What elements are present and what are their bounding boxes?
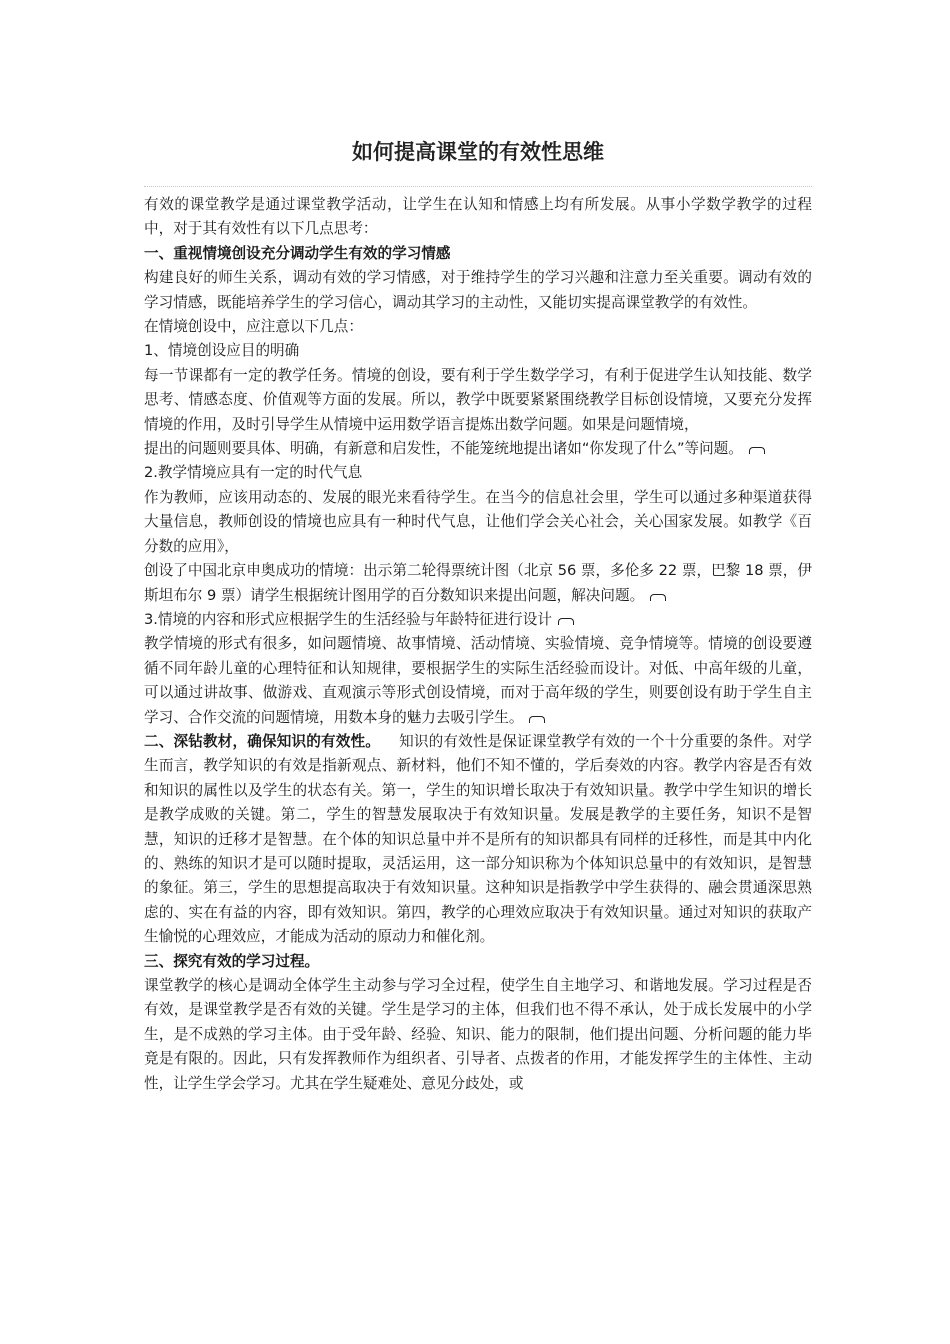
document-page <box>144 0 812 1096</box>
document-title: 如何提高课堂的有效性思维 <box>352 140 604 164</box>
section-heading-2: 二、深钻教材，确保知识的有效性。 <box>144 732 380 750</box>
subsection-heading-3 <box>144 608 812 632</box>
section-2-paragraph <box>144 730 812 950</box>
paragraph-text: 教学情境的形式有很多，如问题情境、故事情境、活动情境、实验情境、竞争情境等。情境的创设要遵循不同年龄儿童的心理特征和认知规律，要根据学生的实际生活经验而设计。对低、中高年级的儿童，可以通过讲故事、做游戏、直观演示等形式创设情境，而对于高年级的学生，则要创设有助于学生自主学习、合作交流的问题情境，用数本身的魅力去吸引学生。 <box>144 635 812 726</box>
subsection-heading-2: 2.教学情境应具有一定的时代气息 <box>144 464 363 482</box>
body-paragraph-with-mark <box>144 559 812 608</box>
paragraph-mark-icon <box>749 447 765 454</box>
title-divider <box>144 186 812 187</box>
heading-text: 3.情境的内容和形式应根据学生的生活经验与年龄特征进行设计 <box>144 610 552 628</box>
body-paragraph-with-mark <box>144 632 812 730</box>
body-paragraph: 每一节课都有一定的教学任务。情境的创设，要有利于学生数学学习，有利于促进学生认知技能、数学思考、情感态度、价值观等方面的发展。所以，教学中既要紧紧围绕教学目标创设情境，又要充分发挥情境的作用，及时引导学生从情境中运用数学语言提炼出数学问题。如果是问题情境， <box>144 366 812 433</box>
paragraph-text: 创设了中国北京申奥成功的情境：出示第二轮得票统计图（北京 56 票，多伦多 22 票，巴黎 18 票，伊斯坦布尔 9 票）请学生根据统计图用学的百分数知识来提出问题，解决问题。 <box>144 562 812 604</box>
paragraph-mark-icon <box>650 594 666 601</box>
paragraph-text: 提出的问题则要具体、明确，有新意和启发性，不能笼统地提出诸如“你发现了什么”等问题。 <box>144 440 743 458</box>
paragraph-mark-icon <box>558 618 574 625</box>
document-body <box>144 193 812 1096</box>
body-paragraph: 课堂教学的核心是调动全体学生主动参与学习全过程，使学生自主地学习、和谐地发展。学习过程是否有效，是课堂教学是否有效的关键。学生是学习的主体，但我们也不得不承认，处于成长发展中的小学生，是不成熟的学习主体。由于受年龄、经验、知识、能力的限制，他们提出问题、分析问题的能力毕竟是有限的。因此，只有发挥教师作为组织者、引导者、点拨者的作用，才能发挥学生的主体性、主动性，让学生学会学习。尤其在学生疑难处、意见分歧处，或 <box>144 977 812 1092</box>
paragraph-mark-icon <box>529 716 545 723</box>
body-paragraph: 构建良好的师生关系，调动有效的学习情感，对于维持学生的学习兴趣和注意力至关重要。调动有效的学习情感，既能培养学生的学习信心，调动其学习的主动性，又能切实提高课堂教学的有效性。 <box>144 269 812 311</box>
section-heading-3: 三、探究有效的学习过程。 <box>144 952 320 970</box>
intro-paragraph: 有效的课堂教学是通过课堂教学活动，让学生在认知和情感上均有所发展。从事小学数学教学的过程中，对于其有效性有以下几点思考： <box>144 196 812 238</box>
paragraph-text: 知识的有效性是保证课堂教学有效的一个十分重要的条件。对学生而言，教学知识的有效是指新观点、新材料，他们不知不懂的，学后奏效的内容。教学内容是否有效和知识的属性以及学生的状态有关。第一，学生的知识增长取决于有效知识量。教学中学生知识的增长是教学成败的关键。第二，学生的智慧发展取决于有效知识量。发展是教学的主要任务，知识不是智慧，知识的迁移才是智慧。在个体的知识总量中并不是所有的知识都具有同样的迁移性，而是其中内化的、熟练的知识才是可以随时提取，灵活运用，这一部分知识称为个体知识总量中的有效知识，是智慧的象征。第三，学生的思想提高取决于有效知识量。这种知识是指教学中学生获得的、融会贯通深思熟虑的、实在有益的内容，即有效知识。第四，教学的心理效应取决于有效知识量。通过对知识的获取产生愉悦的心理效应，才能成为活动的原动力和催化剂。 <box>144 732 812 946</box>
body-paragraph: 在情境创设中，应注意以下几点： <box>144 318 363 336</box>
section-heading-1: 一、重视情境创设充分调动学生有效的学习情感 <box>144 244 451 262</box>
subsection-heading-1: 1、情境创设应目的明确 <box>144 342 300 360</box>
body-paragraph-with-mark <box>144 437 812 461</box>
body-paragraph: 作为教师，应该用动态的、发展的眼光来看待学生。在当今的信息社会里，学生可以通过多种渠道获得大量信息，教师创设的情境也应具有一种时代气息，让他们学会关心社会，关心国家发展。如教学《百分数的应用》， <box>144 488 812 555</box>
